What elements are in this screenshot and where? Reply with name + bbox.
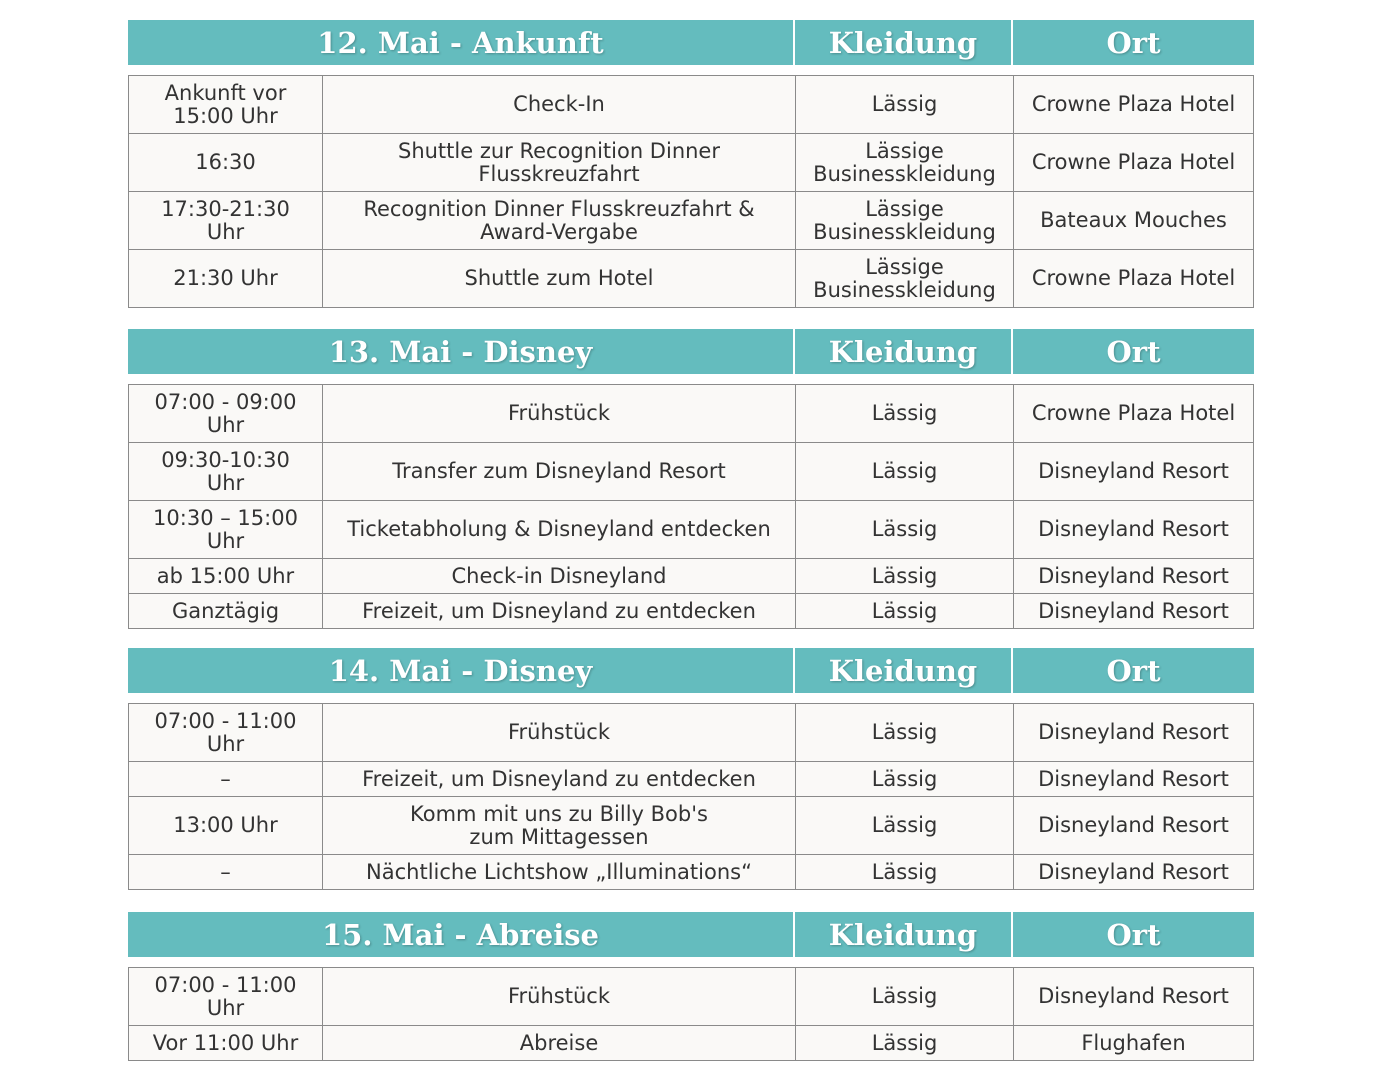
time-cell: 07:00 - 11:00 Uhr [129,704,323,761]
activity-cell: Freizeit, um Disneyland zu entdecken [323,594,796,628]
time-cell: 16:30 [129,134,323,191]
place-cell: Disneyland Resort [1038,813,1229,837]
dress-column-header: Kleidung [795,20,1013,65]
place-column-header: Ort [1106,25,1161,60]
time-cell: 17:30-21:30 Uhr [129,192,323,249]
time-cell: Vor 11:00 Uhr [129,1026,323,1060]
day-title: 13. Mai - Disney [128,329,795,374]
time-cell: 09:30-10:30 Uhr [129,443,323,500]
dress-cell: Lässig [796,1026,1014,1060]
time-cell: 07:00 - 09:00 Uhr [129,385,323,442]
day-title: 12. Mai - Ankunft [128,20,795,65]
time-cell: 07:00 - 11:00 Uhr [129,968,323,1025]
place-cell: Disneyland Resort [1038,766,1229,791]
activity-cell: Komm mit uns zu Billy Bob's zum Mittagessen [323,797,796,854]
day-header [128,912,1254,957]
dress-column-header: Kleidung [795,912,1013,957]
dress-cell: Lässig [796,443,1014,500]
table-row [129,1025,1253,1060]
day-schedule-13-mai [128,329,1254,629]
schedule-table [128,967,1254,1061]
table-row [129,593,1253,628]
time-cell: 10:30 – 15:00 Uhr [129,501,323,558]
activity-cell: Transfer zum Disneyland Resort [323,443,796,500]
place-cell: Disneyland Resort [1038,459,1229,483]
dress-cell: Lässig [796,968,1014,1025]
day-header [128,20,1254,65]
day-header [128,329,1254,374]
dress-cell: Lässig [796,76,1014,133]
day-title: 14. Mai - Disney [128,648,795,693]
time-cell: 21:30 Uhr [129,250,323,307]
place-cell: Disneyland Resort [1038,984,1229,1008]
activity-cell: Nächtliche Lichtshow „Illuminations“ [323,855,796,889]
activity-cell: Frühstück [323,704,796,761]
place-cell: Flughafen [1081,1030,1186,1055]
dress-cell: Lässig [796,385,1014,442]
table-row [129,968,1253,1025]
place-cell: Bateaux Mouches [1040,208,1227,232]
day-title: 15. Mai - Abreise [128,912,795,957]
dress-cell: Lässig [796,855,1014,889]
place-cell: Disneyland Resort [1038,859,1229,884]
dress-cell: Lässige Businesskleidung [796,134,1014,191]
time-cell: Ankunft vor 15:00 Uhr [129,76,323,133]
activity-cell: Frühstück [323,968,796,1025]
place-column-header: Ort [1106,917,1161,952]
dress-cell: Lässig [796,762,1014,796]
dress-column-header: Kleidung [795,648,1013,693]
activity-cell: Check-In [323,76,796,133]
dress-cell: Lässig [796,594,1014,628]
table-row [129,442,1253,500]
table-row [129,76,1253,133]
dress-cell: Lässig [796,501,1014,558]
activity-cell: Freizeit, um Disneyland zu entdecken [323,762,796,796]
place-cell: Crowne Plaza Hotel [1031,401,1236,425]
time-cell: – [129,762,323,796]
activity-cell: Check-in Disneyland [323,559,796,593]
place-column-header: Ort [1106,334,1161,369]
dress-cell: Lässig [796,559,1014,593]
table-row [129,133,1253,191]
day-header [128,648,1254,693]
place-cell: Disneyland Resort [1038,720,1229,744]
place-cell: Disneyland Resort [1038,598,1229,623]
place-cell: Crowne Plaza Hotel [1031,266,1236,290]
dress-cell: Lässig [796,704,1014,761]
place-cell: Crowne Plaza Hotel [1031,150,1236,174]
table-row [129,761,1253,796]
time-cell: – [129,855,323,889]
table-row [129,558,1253,593]
table-row [129,796,1253,854]
table-row [129,500,1253,558]
dress-cell: Lässige Businesskleidung [796,250,1014,307]
schedule-table [128,384,1254,629]
place-cell: Disneyland Resort [1038,517,1229,541]
table-row [129,191,1253,249]
activity-cell: Ticketabholung & Disneyland entdecken [323,501,796,558]
table-row [129,854,1253,889]
place-column-header: Ort [1106,653,1161,688]
day-schedule-15-mai [128,912,1254,1061]
place-cell: Crowne Plaza Hotel [1031,92,1236,116]
schedule-table [128,703,1254,890]
dress-cell: Lässig [796,797,1014,854]
time-cell: 13:00 Uhr [129,797,323,854]
time-cell: ab 15:00 Uhr [129,559,323,593]
dress-cell: Lässige Businesskleidung [796,192,1014,249]
activity-cell: Shuttle zum Hotel [323,250,796,307]
schedule-table [128,75,1254,308]
dress-column-header: Kleidung [795,329,1013,374]
table-row [129,385,1253,442]
activity-cell: Shuttle zur Recognition Dinner Flusskreuzfahrt [323,134,796,191]
day-schedule-12-mai [128,20,1254,308]
table-row [129,249,1253,307]
activity-cell: Recognition Dinner Flusskreuzfahrt & Award-Vergabe [323,192,796,249]
day-schedule-14-mai [128,648,1254,890]
place-cell: Disneyland Resort [1038,563,1229,588]
activity-cell: Abreise [323,1026,796,1060]
time-cell: Ganztägig [129,594,323,628]
activity-cell: Frühstück [323,385,796,442]
table-row [129,704,1253,761]
